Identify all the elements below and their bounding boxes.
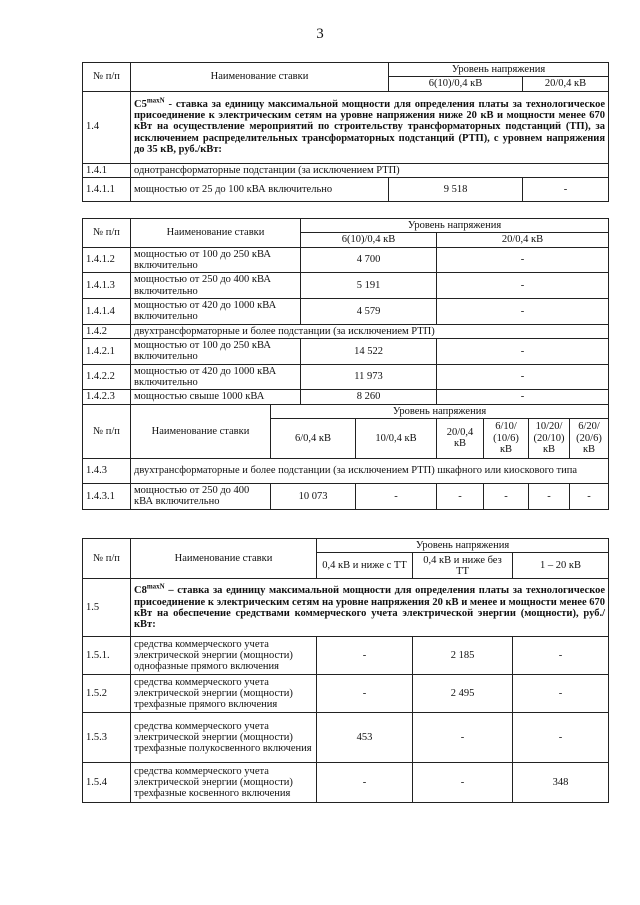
value-cell: - bbox=[413, 713, 513, 763]
rate-name: мощностью от 420 до 1000 кВА включительно bbox=[131, 364, 301, 390]
header-number: № п/п bbox=[83, 63, 131, 92]
value-cell: 4 700 bbox=[301, 247, 437, 273]
value-cell: - bbox=[437, 298, 609, 324]
value-cell: - bbox=[484, 483, 529, 509]
subheader-voltage-level: Уровень напряжения bbox=[271, 404, 609, 418]
subheader-col: 6/10/ (10/6) кВ bbox=[484, 418, 529, 458]
rate-name: средства коммерческого учета электрической энергии (мощности) трехфазные прямого включения bbox=[131, 675, 317, 713]
header-col-6-10kv: 6(10)/0,4 кВ bbox=[389, 77, 523, 91]
value-cell: - bbox=[437, 273, 609, 299]
tariff-table-2 bbox=[82, 218, 609, 510]
rate-name: мощностью от 100 до 250 кВА включительно bbox=[131, 338, 301, 364]
header-col-6-10kv: 6(10)/0,4 кВ bbox=[301, 233, 437, 247]
header-voltage-level: Уровень напряжения bbox=[389, 63, 609, 77]
value-cell: 453 bbox=[317, 713, 413, 763]
row-number: 1.5.4 bbox=[83, 763, 131, 803]
subheader-rate-name: Наименование ставки bbox=[131, 404, 271, 458]
rate-name: мощностью от 100 до 250 кВА включительно bbox=[131, 247, 301, 273]
value-cell: - bbox=[317, 675, 413, 713]
value-cell: 14 522 bbox=[301, 338, 437, 364]
value-cell: - bbox=[529, 483, 570, 509]
header-number: № п/п bbox=[83, 539, 131, 579]
row-number: 1.4.1.3 bbox=[83, 273, 131, 299]
value-cell: - bbox=[523, 177, 609, 201]
row-number: 1.4 bbox=[83, 91, 131, 163]
value-cell: - bbox=[437, 364, 609, 390]
value-cell: 8 260 bbox=[301, 390, 437, 404]
row-number: 1.4.1.1 bbox=[83, 177, 131, 201]
row-number: 1.5 bbox=[83, 579, 131, 637]
header-col-20kv: 20/0,4 кВ bbox=[523, 77, 609, 91]
header-rate-name: Наименование ставки bbox=[131, 539, 317, 579]
value-cell: 348 bbox=[513, 763, 609, 803]
value-cell: 9 518 bbox=[389, 177, 523, 201]
row-number: 1.4.2.1 bbox=[83, 338, 131, 364]
value-cell: 11 973 bbox=[301, 364, 437, 390]
row-number: 1.4.1.2 bbox=[83, 247, 131, 273]
header-col-1-20kv: 1 – 20 кВ bbox=[513, 553, 609, 579]
row-number: 1.4.3.1 bbox=[83, 483, 131, 509]
value-cell: 2 495 bbox=[413, 675, 513, 713]
subheader-col: 10/0,4 кВ bbox=[356, 418, 437, 458]
rate-name: средства коммерческого учета электрической энергии (мощности) однофазные прямого включения bbox=[131, 637, 317, 675]
page-number: 3 bbox=[316, 26, 324, 42]
row-number: 1.4.2 bbox=[83, 324, 131, 338]
section-description: $C5^{maxN}$ - ставка за единицу максимальной мощности для определения платы за технологическое присоединение к электрическим сетям на уровне напряжения ниже 20 кВ и мощности менее 670 кВт на осуществление мероприятий по строительству трансформаторных подстанций (ТП), за исключением распределительных трансформаторных подстанций (РТП), с уровнем напряжения до 35 кВ, руб./кВт: bbox=[131, 91, 609, 163]
row-number: 1.4.1 bbox=[83, 163, 131, 177]
header-voltage-level: Уровень напряжения bbox=[301, 219, 609, 233]
rate-name: мощностью свыше 1000 кВА bbox=[131, 390, 301, 404]
value-cell: - bbox=[356, 483, 437, 509]
rate-name: мощностью от 250 до 400 кВА включительно bbox=[131, 483, 271, 509]
tariff-table-3 bbox=[82, 538, 609, 803]
header-col-04kv-without-ct: 0,4 кВ и ниже без ТТ bbox=[413, 553, 513, 579]
value-cell: - bbox=[317, 763, 413, 803]
subheader-col: 10/20/ (20/10) кВ bbox=[529, 418, 570, 458]
row-number: 1.4.3 bbox=[83, 458, 131, 483]
value-cell: - bbox=[513, 637, 609, 675]
row-number: 1.5.2 bbox=[83, 675, 131, 713]
rate-name: мощностью от 420 до 1000 кВА включительно bbox=[131, 298, 301, 324]
subsection-description: однотрансформаторные подстанции (за исключением РТП) bbox=[131, 163, 609, 177]
row-number: 1.5.3 bbox=[83, 713, 131, 763]
row-number: 1.5.1. bbox=[83, 637, 131, 675]
row-number: 1.4.2.2 bbox=[83, 364, 131, 390]
value-cell: - bbox=[437, 247, 609, 273]
header-rate-name: Наименование ставки bbox=[131, 63, 389, 92]
value-cell: - bbox=[437, 390, 609, 404]
value-cell: - bbox=[413, 763, 513, 803]
value-cell: - bbox=[513, 675, 609, 713]
value-cell: 2 185 bbox=[413, 637, 513, 675]
subheader-col: 6/20/ (20/6) кВ bbox=[570, 418, 609, 458]
subsection-description: двухтрансформаторные и более подстанции (за исключением РТП) bbox=[131, 324, 609, 338]
value-cell: 4 579 bbox=[301, 298, 437, 324]
tariff-table-1 bbox=[82, 62, 609, 202]
rate-name: средства коммерческого учета электрической энергии (мощности) трехфазные полукосвенного включения bbox=[131, 713, 317, 763]
value-cell: 5 191 bbox=[301, 273, 437, 299]
subsection-description: двухтрансформаторные и более подстанции (за исключением РТП) шкафного или киоскового типа bbox=[131, 458, 609, 483]
row-number: 1.4.2.3 bbox=[83, 390, 131, 404]
value-cell: - bbox=[570, 483, 609, 509]
value-cell: - bbox=[437, 338, 609, 364]
subheader-col: 20/0,4 кВ bbox=[437, 418, 484, 458]
subheader-number: № п/п bbox=[83, 404, 131, 458]
header-rate-name: Наименование ставки bbox=[131, 219, 301, 248]
value-cell: 10 073 bbox=[271, 483, 356, 509]
value-cell: - bbox=[513, 713, 609, 763]
header-voltage-level: Уровень напряжения bbox=[317, 539, 609, 553]
value-cell: - bbox=[437, 483, 484, 509]
header-number: № п/п bbox=[83, 219, 131, 248]
rate-name: мощностью от 250 до 400 кВА включительно bbox=[131, 273, 301, 299]
header-col-04kv-with-ct: 0,4 кВ и ниже с ТТ bbox=[317, 553, 413, 579]
section-description: $C8^{maxN}$ – ставка за единицу максимальной мощности для определения платы за технологическое присоединение к электрическим сетям на уровне напряжения 20 кВ и менее и мощности менее 670 кВт на обеспечение средствами коммерческого учета электрической энергии (мощности), руб./кВт: bbox=[131, 579, 609, 637]
rate-name: средства коммерческого учета электрической энергии (мощности) трехфазные косвенного включения bbox=[131, 763, 317, 803]
value-cell: - bbox=[317, 637, 413, 675]
row-number: 1.4.1.4 bbox=[83, 298, 131, 324]
header-col-20kv: 20/0,4 кВ bbox=[437, 233, 609, 247]
subheader-col: 6/0,4 кВ bbox=[271, 418, 356, 458]
rate-name: мощностью от 25 до 100 кВА включительно bbox=[131, 177, 389, 201]
